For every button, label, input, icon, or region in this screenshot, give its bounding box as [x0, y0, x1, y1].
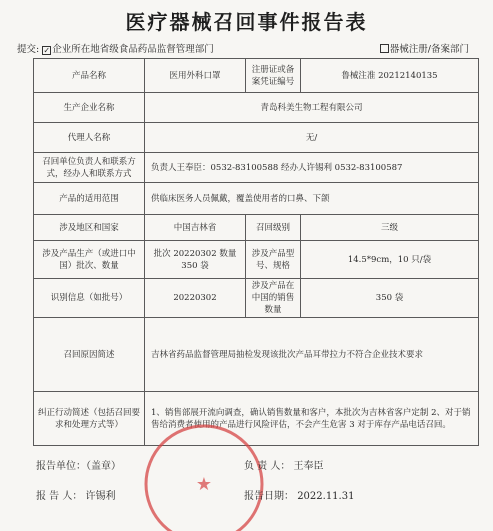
reporter-value: 许锡利	[85, 491, 116, 502]
submit-label: 提交:	[17, 44, 40, 55]
table-row	[34, 279, 479, 318]
registration-label: 注册证或备案凭证编号	[246, 59, 301, 93]
product-name-value: 医用外科口罩	[145, 59, 246, 93]
table-row	[34, 123, 479, 153]
table-row	[34, 318, 479, 392]
scope-label: 产品的适用范围	[34, 183, 145, 215]
record-dept-option	[380, 41, 469, 55]
table-row	[34, 153, 479, 183]
batch-label: 涉及产品生产（或进口中国）批次、数量	[34, 241, 145, 279]
sales-value: 350 袋	[301, 279, 479, 318]
sales-label: 涉及产品在中国的销售数量	[246, 279, 301, 318]
scope-value: 供临床医务人员佩戴，覆盖使用者的口鼻、下颌	[145, 183, 479, 215]
ident-value: 20220302	[145, 279, 246, 318]
reporter-line	[36, 487, 116, 502]
record-option-label: 器械注册/备案部门	[389, 44, 469, 55]
report-date-line	[244, 487, 354, 502]
recall-level-value: 三级	[301, 215, 479, 241]
company-seal-icon	[140, 420, 268, 531]
contact-value: 负责人王奉臣：0532-83100588 经办人许锡利 0532-83100587	[145, 153, 479, 183]
model-label: 涉及产品型号、规格	[246, 241, 301, 279]
agent-value: 无/	[145, 123, 479, 153]
manufacturer-value: 青岛科美生物工程有限公司	[145, 93, 479, 123]
checkbox-empty-icon[interactable]	[380, 44, 389, 53]
owner-line	[244, 457, 324, 472]
table-row	[34, 93, 479, 123]
contact-label: 召回单位负责人和联系方式，经办人和联系方式	[34, 153, 145, 183]
ident-label: 识别信息（如批号）	[34, 279, 145, 318]
product-name-label: 产品名称	[34, 59, 145, 93]
action-label: 纠正行动简述（包括召回要求和处理方式等）	[34, 392, 145, 446]
registration-value: 鲁械注准 20212140135	[301, 59, 479, 93]
reason-value: 吉林省药品监督管理局抽检发现该批次产品耳带拉力不符合企业技术要求	[145, 318, 479, 392]
recall-level-label: 召回级别	[246, 215, 301, 241]
checkbox-checked-icon[interactable]: ✓	[43, 46, 51, 55]
recall-form-table	[33, 58, 479, 446]
submit-option-label: 企业所在地省级食品药品监督管理部门	[52, 44, 214, 55]
table-row	[34, 183, 479, 215]
agent-label: 代理人名称	[34, 123, 145, 153]
batch-value: 批次 20220302 数量 350 袋	[145, 241, 246, 279]
region-value: 中国吉林省	[145, 215, 246, 241]
action-value: 1、销售部展开流向调查，确认销售数量和客户，本批次为吉林省客户定制 2、对于销售给消费者使用的产品进行风险评估，不会产生危害 3 对于库存产品电话召回。	[145, 392, 479, 446]
reporter-label: 报 告 人：	[36, 491, 83, 502]
report-date-label: 报告日期：	[244, 491, 294, 502]
table-row	[34, 241, 479, 279]
page-title: 医疗器械召回事件报告表	[125, 10, 368, 34]
report-date-value: 2022.11.31	[297, 491, 355, 502]
model-value: 14.5*9cm，10 只/袋	[301, 241, 479, 279]
table-row	[34, 59, 479, 93]
submit-line	[17, 41, 214, 55]
manufacturer-label: 生产企业名称	[34, 93, 145, 123]
owner-label: 负 责 人：	[244, 461, 291, 472]
owner-value: 王奉臣	[293, 461, 324, 472]
reason-label: 召回原因简述	[34, 318, 145, 392]
report-unit: 报告单位：（盖章）	[36, 461, 121, 472]
table-row	[34, 215, 479, 241]
region-label: 涉及地区和国家	[34, 215, 145, 241]
svg-text:★: ★	[195, 474, 213, 495]
